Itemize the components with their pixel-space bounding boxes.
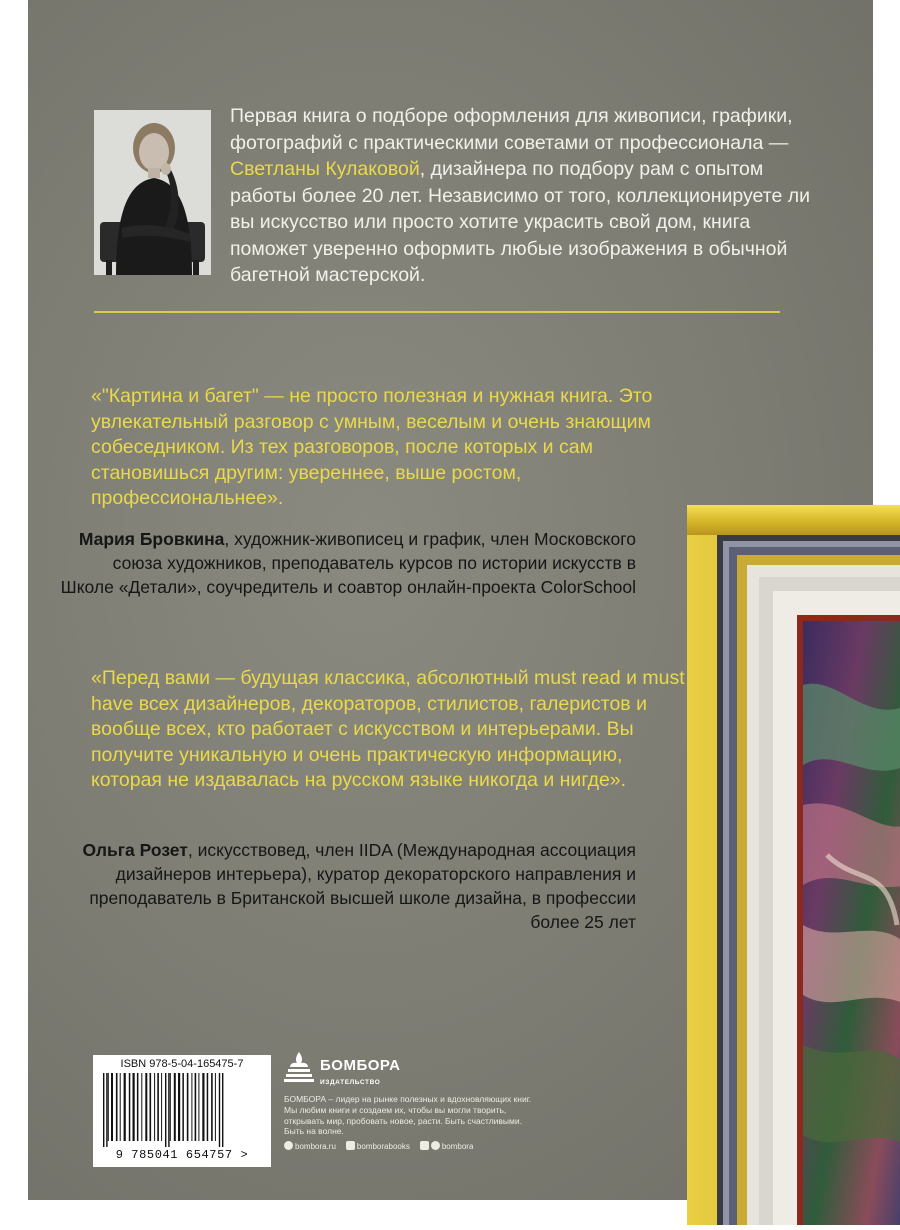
isbn-label: ISBN 978-5-04-165475-7 — [120, 1058, 244, 1070]
barcode-bars — [99, 1073, 265, 1147]
divider-line — [94, 311, 780, 313]
attribution-role: , искусствовед, член IIDA (Международная ассоциация дизайнеров интерьера), куратор декораторского направления и преподаватель в Британской высшей школе дизайна, в профессии более 25 лет — [89, 840, 636, 932]
publisher-links — [284, 1141, 544, 1151]
attribution-brovkina — [56, 527, 636, 599]
plus-icon — [420, 1141, 429, 1150]
publisher-block — [284, 1050, 544, 1151]
attribution-name: Ольга Розет — [82, 840, 188, 860]
vk-icon — [346, 1141, 355, 1150]
barcode-digits: 9 785041 654757 > — [115, 1148, 249, 1162]
link-vk[interactable]: bomborabooks — [346, 1141, 410, 1151]
bombora-logo-icon — [284, 1050, 314, 1086]
intro-text-after: , дизайнера по подбору рам с опытом работы более 20 лет. Независимо от того, коллекционируете ли вы искусство или просто хотите украсить свой дом, книга поможет уверенно оформить любые изображения в обычной багетной мастерской. — [230, 158, 811, 286]
framed-painting — [687, 505, 900, 1225]
publisher-description: БОМБОРА – лидер на рынке полезных и вдохновляющих книг. Мы любим книги и создаем их, чтобы вы могли творить, открывать мир, пробовать новое, расти. Быть счастливыми. Быть на волне. — [284, 1094, 532, 1137]
link-website[interactable]: bombora.ru — [284, 1141, 336, 1151]
attribution-rozet — [56, 838, 636, 934]
intro-text-before: Первая книга о подборе оформления для живописи, графики, фотографий с практическими советами от профессионала — — [230, 105, 793, 154]
publisher-name: БОМБОРА — [320, 1057, 401, 1074]
quote-brovkina: «"Картина и багет" — не просто полезная и нужная книга. Это увлекательный разговор с умным, веселым и очень знающим собеседником. Из тех разговоров, после которых и сам становишься другим: увереннее, выше ростом, профессиональнее». — [91, 385, 653, 509]
isbn-barcode — [93, 1055, 271, 1167]
book-intro — [230, 103, 830, 289]
telegram-icon — [431, 1141, 440, 1150]
web-icon — [284, 1141, 293, 1150]
attribution-name: Мария Бровкина — [78, 529, 225, 549]
attribution-role: , художник-живописец и график, член Московского союза художников, преподаватель курсов по истории искусств в Школе «Детали», соучредитель и соавтор онлайн-проекта ColorSchool — [60, 529, 636, 597]
intro-author-name: Светланы Кулаковой — [230, 158, 420, 180]
link-telegram[interactable]: bombora — [420, 1141, 474, 1151]
author-photo — [94, 110, 211, 275]
quote-rozet: «Перед вами — будущая классика, абсолютный must read и must have всех дизайнеров, декораторов, стилистов, галеристов и вообще всех, кто работает с искусством и интерьерами. Вы получите уникальную и очень практическую информацию, которая не издавалась на русском языке никогда и нигде». — [91, 667, 685, 791]
publisher-subtitle: ИЗДАТЕЛЬСТВО — [320, 1079, 381, 1086]
